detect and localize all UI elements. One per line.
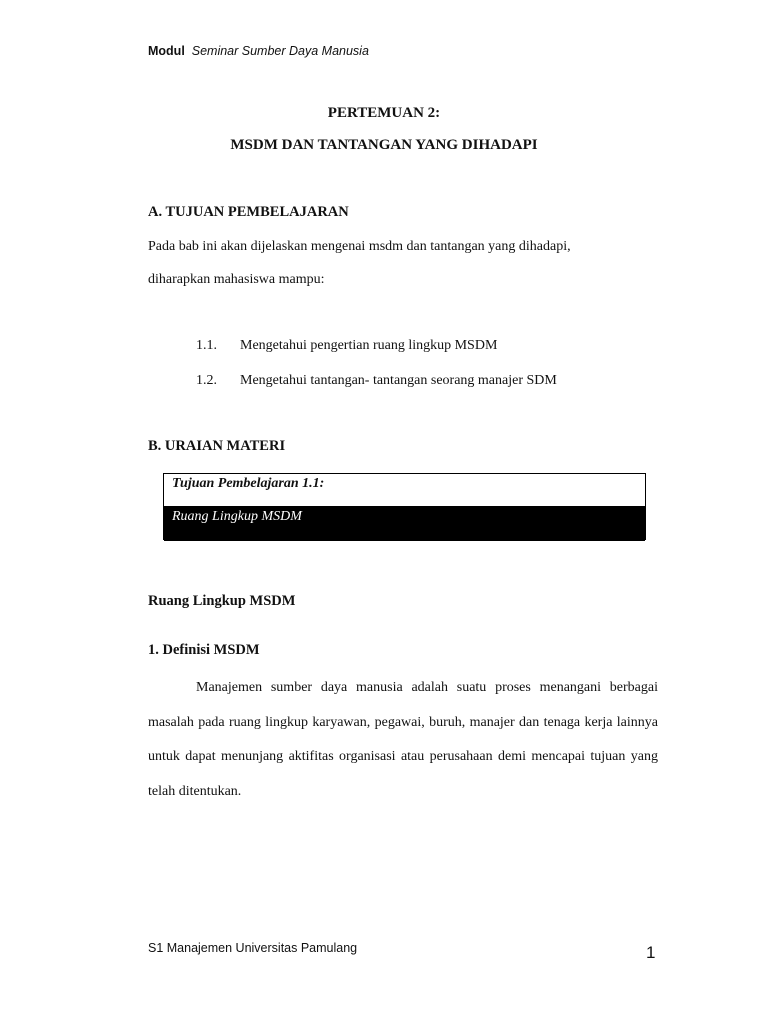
objective-number-2: 1.2.: [196, 373, 217, 388]
meeting-title: PERTEMUAN 2:: [327, 105, 441, 121]
intro-line-2: diharapkan mahasiswa mampu:: [148, 272, 325, 287]
header-module-title: Seminar Sumber Daya Manusia: [191, 44, 369, 58]
subheading: Ruang Lingkup MSDM: [148, 593, 296, 609]
definition-paragraph: [148, 671, 658, 809]
box-label: Tujuan Pembelajaran 1.1:: [172, 476, 325, 491]
box-title-row: [164, 506, 645, 541]
box-title: Ruang Lingkup MSDM: [172, 509, 302, 524]
definition-text: Manajemen sumber daya manusia adalah suatu proses menangani berbagai masalah pada ruang lingkup karyawan, pegawai, buruh, manajer dan tenaga kerja lainnya untuk dapat menunjang aktifitas organisasi atau perusahaan demi mencapai tujuan yang telah ditentukan.: [148, 680, 658, 799]
intro-line-1: Pada bab ini akan dijelaskan mengenai msdm dan tantangan yang dihadapi,: [148, 239, 571, 254]
definition-heading: 1. Definisi MSDM: [148, 642, 260, 658]
objective-text-2: Mengetahui tantangan- tantangan seorang manajer SDM: [240, 373, 557, 388]
learning-objective-box: [163, 473, 646, 540]
page-header: [148, 44, 369, 58]
objective-number-1: 1.1.: [196, 338, 217, 353]
page-footer: S1 Manajemen Universitas Pamulang: [148, 941, 358, 955]
box-label-row: [164, 474, 645, 506]
section-b-heading: B. URAIAN MATERI: [148, 438, 286, 454]
section-a-heading: A. TUJUAN PEMBELAJARAN: [148, 204, 349, 220]
objective-text-1: Mengetahui pengertian ruang lingkup MSDM: [240, 338, 498, 353]
chapter-title: MSDM DAN TANTANGAN YANG DIHADAPI: [230, 137, 538, 153]
header-module-label: Modul: [148, 44, 185, 58]
page-number: 1: [646, 943, 656, 962]
